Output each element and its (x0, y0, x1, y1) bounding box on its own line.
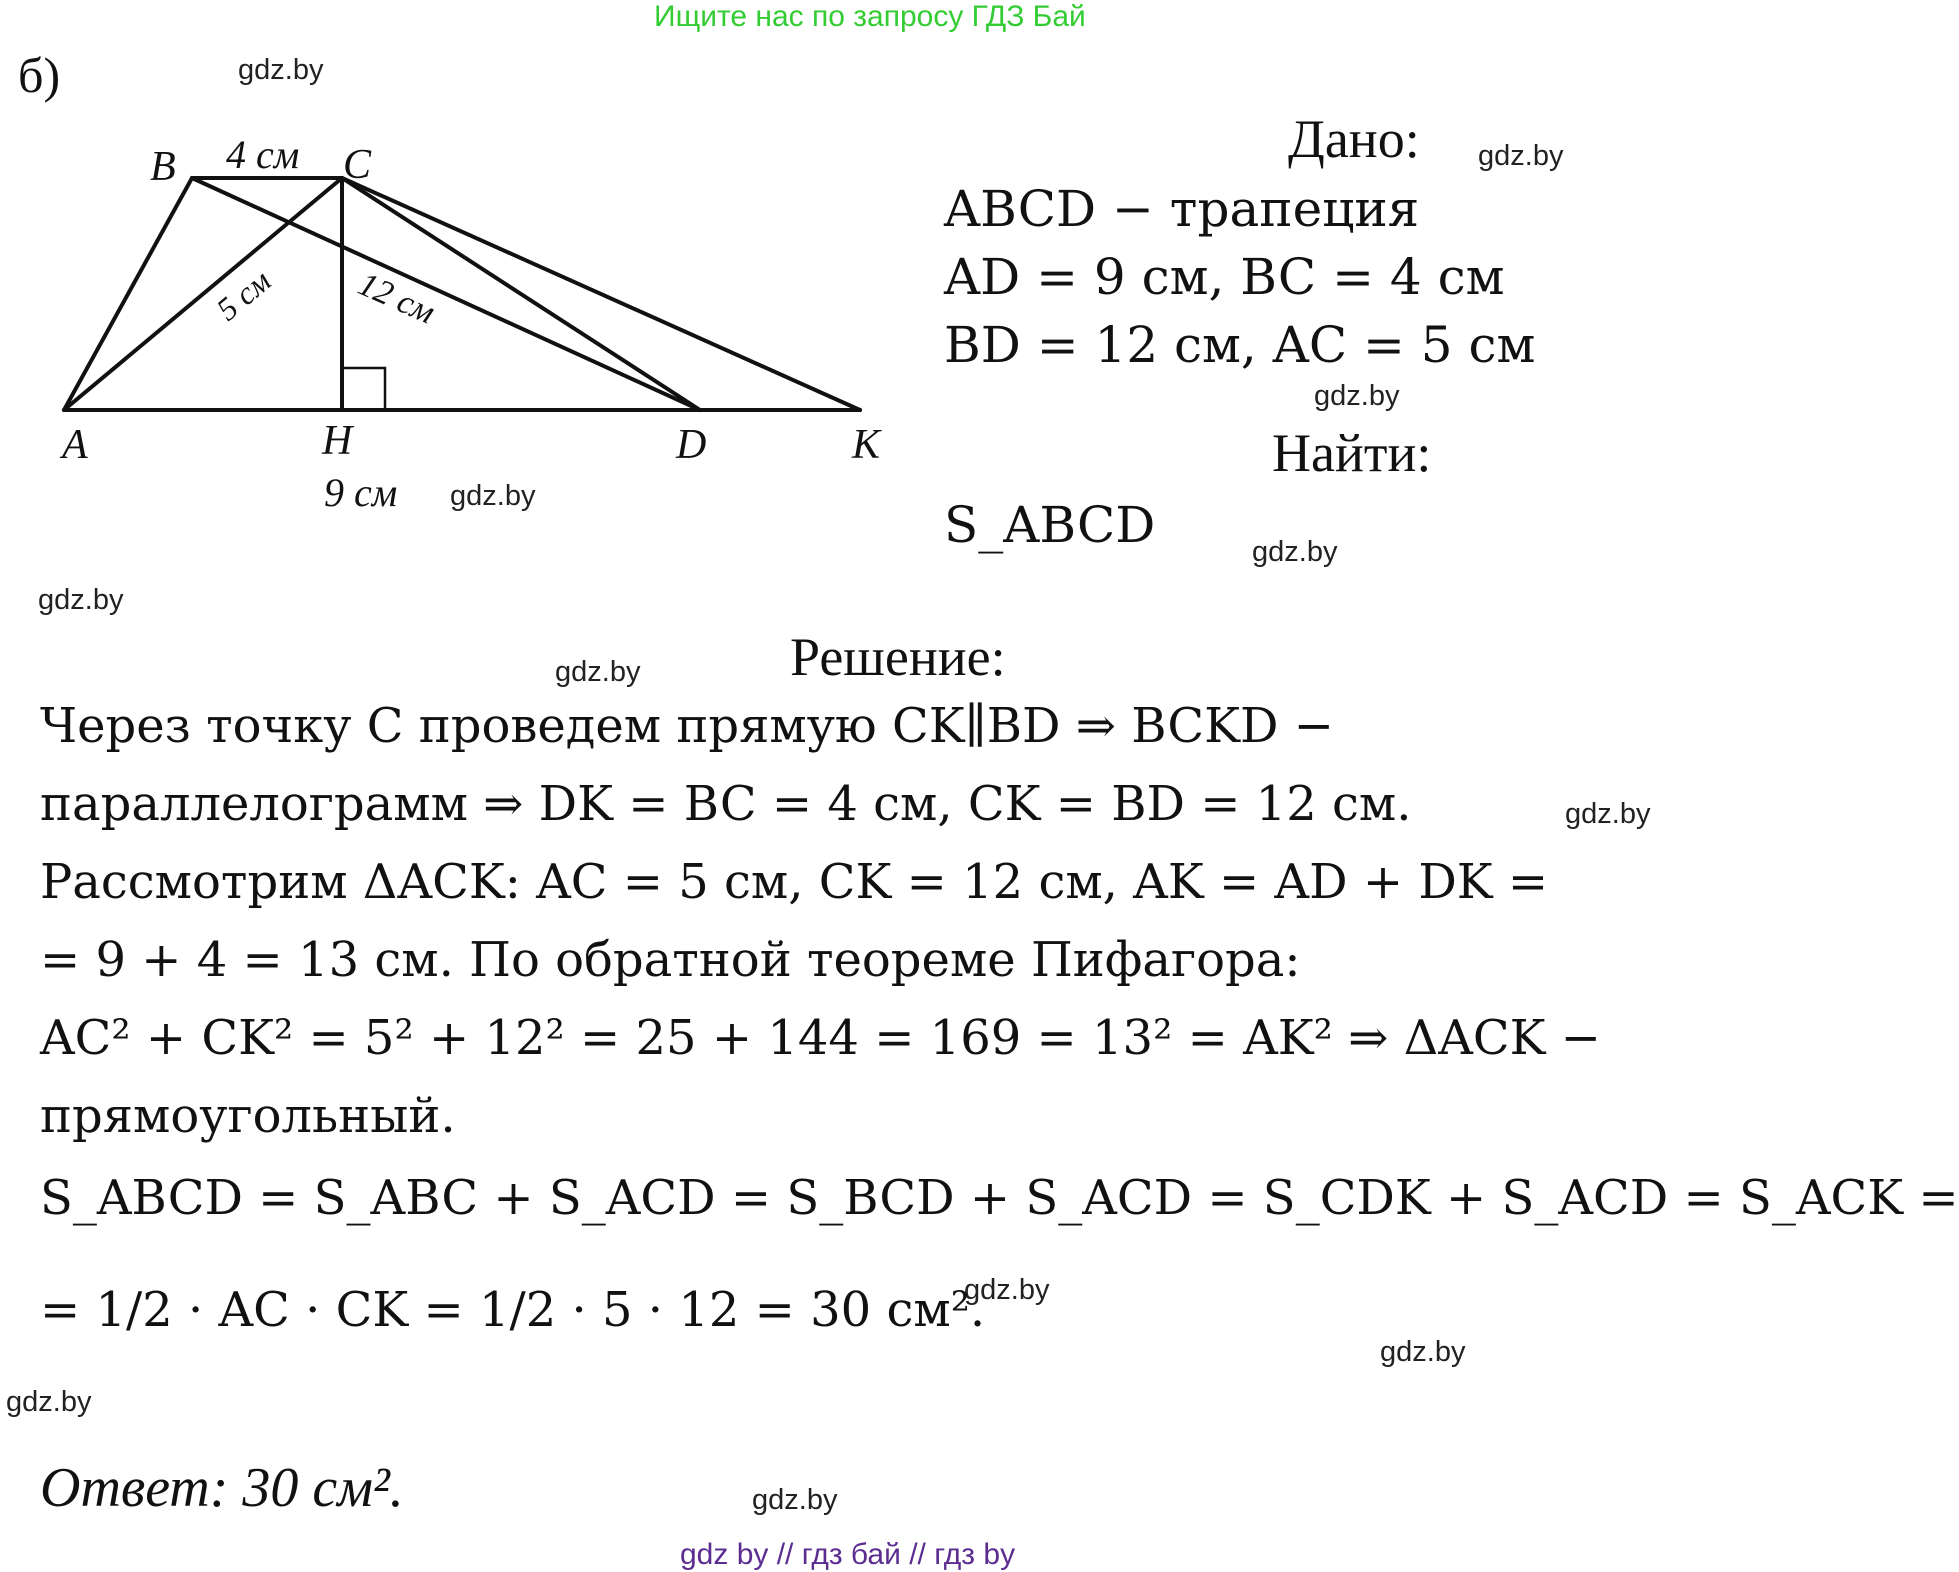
watermark: gdz.by (6, 1386, 92, 1418)
solution-line: Через точку C проведем прямую CK∥BD ⇒ BCKD − (40, 698, 1334, 754)
top-banner[interactable]: Ищите нас по запросу ГДЗ Бай (654, 0, 1086, 33)
point-d-label: D (676, 422, 707, 468)
find-value: S_ABCD (944, 496, 1156, 554)
solution-line: = 1/2 · AC · CK = 1/2 · 5 · 12 = 30 см². (40, 1282, 986, 1338)
watermark: gdz.by (1380, 1336, 1466, 1368)
watermark: gdz.by (1314, 380, 1400, 412)
given-header: Дано: (1288, 109, 1420, 169)
watermark: gdz.by (450, 480, 536, 512)
watermark: gdz.by (752, 1484, 838, 1516)
answer: Ответ: 30 см². (40, 1457, 404, 1519)
solution-line: AC² + CK² = 5² + 12² = 25 + 144 = 169 = 13² = AK² ⇒ ΔACK − (40, 1010, 1601, 1066)
solution-header: Решение: (790, 627, 1006, 687)
bd-length-label: 12 см (352, 265, 441, 332)
watermark: gdz.by (1252, 536, 1338, 568)
solution-line: = 9 + 4 = 13 см. По обратной теореме Пифагора: (40, 932, 1301, 988)
watermark: gdz.by (38, 584, 124, 616)
watermark: gdz.by (555, 656, 641, 688)
watermark: gdz.by (964, 1274, 1050, 1306)
solution-line: Рассмотрим ΔACK: AC = 5 см, CK = 12 см, AK = AD + DK = (40, 854, 1549, 910)
ad-length-label: 9 см (324, 470, 398, 515)
point-c-label: C (343, 142, 372, 188)
point-a-label: A (62, 422, 88, 468)
solution-line: параллелограмм ⇒ DK = BC = 4 см, CK = BD = 12 см. (40, 776, 1412, 832)
given-line: BD = 12 см, AC = 5 см (944, 316, 1536, 374)
solution-line: прямоугольный. (40, 1088, 456, 1144)
solution-line: S_ABCD = S_ABC + S_ACD = S_BCD + S_ACD = S_CDK + S_ACD = S_ACK = (40, 1170, 1959, 1226)
watermark: gdz.by (238, 54, 324, 86)
bc-length-label: 4 см (226, 132, 300, 177)
ac-length-label: 5 см (209, 262, 278, 328)
trapezoid-figure (0, 0, 900, 540)
bottom-links[interactable]: gdz by // гдз бай // гдз by (680, 1538, 1016, 1571)
watermark: gdz.by (1478, 140, 1564, 172)
given-line: AD = 9 см, BC = 4 см (944, 248, 1505, 306)
point-b-label: B (150, 144, 176, 190)
point-k-label: K (852, 422, 881, 468)
find-header: Найти: (1272, 423, 1432, 483)
given-line: ABCD − трапеция (944, 180, 1420, 238)
watermark: gdz.by (1565, 798, 1651, 830)
part-label: б) (18, 47, 61, 103)
point-h-label: H (322, 418, 353, 464)
